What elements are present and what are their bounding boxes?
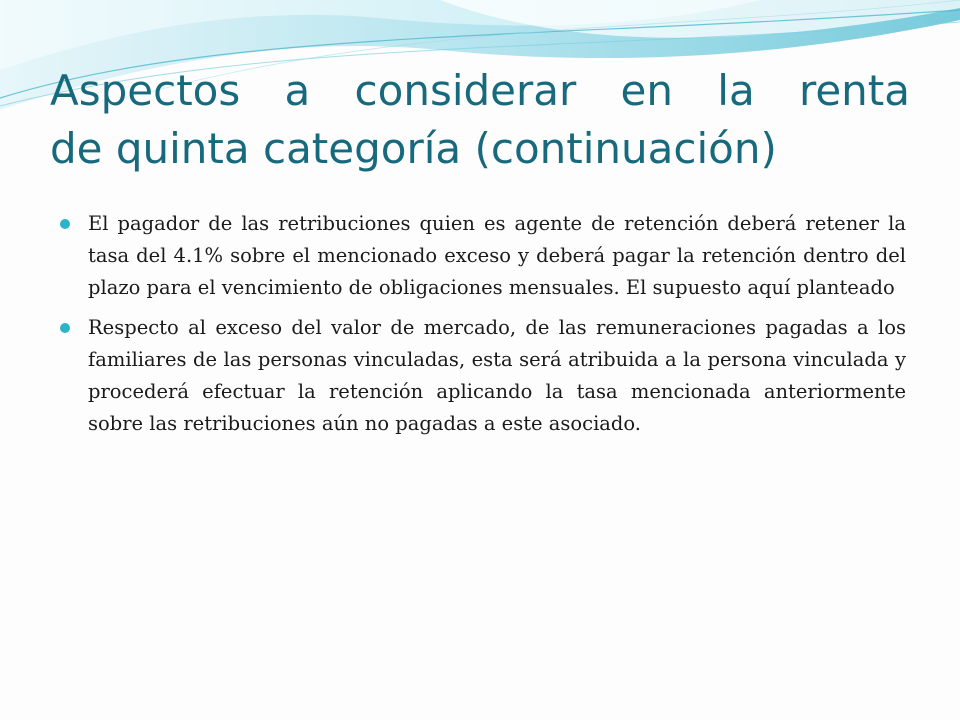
bullet-item <box>60 208 906 304</box>
bullet-text: Respecto al exceso del valor de mercado, de las remuneraciones pagadas a los familiares de las personas vinculadas, esta será atribuida a la persona vinculada y procederá efectuar la retención aplicando la tasa mencionada anteriormente sobre las retribuciones aún no pagadas a este asociado. <box>88 316 906 435</box>
bullet-text: El pagador de las retribuciones quien es agente de retención deberá retener la tasa del 4.1% sobre el mencionado exceso y deberá pagar la retención dentro del plazo para el vencimiento de obligaciones mensuales. El supuesto aquí planteado <box>88 212 906 299</box>
bullet-item <box>60 312 906 440</box>
bullet-dot-icon <box>60 323 70 333</box>
slide-title <box>50 62 910 178</box>
bullet-list <box>60 208 906 448</box>
slide-title-line-1: Aspectos a considerar en la renta <box>50 66 910 115</box>
slide-title-line-2: de quinta categoría (continuación) <box>50 124 777 173</box>
bullet-dot-icon <box>60 219 70 229</box>
